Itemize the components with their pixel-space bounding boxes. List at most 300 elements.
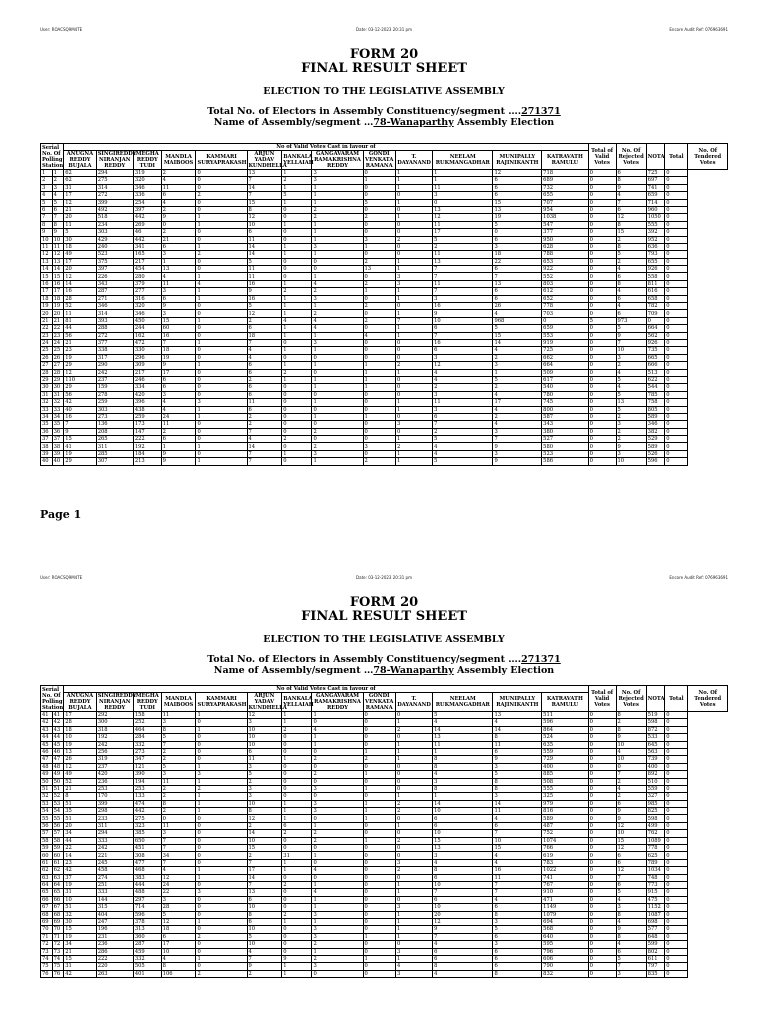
table-cell: 0	[363, 889, 395, 896]
table-cell: 475	[646, 896, 665, 903]
table-cell: 0	[665, 719, 688, 726]
table-cell: 0	[282, 748, 312, 755]
table-cell: 46	[133, 229, 161, 236]
table-cell: 1	[312, 347, 363, 354]
table-cell: 0	[312, 793, 363, 800]
table-cell: 0	[665, 413, 688, 420]
form-title: FORM 20	[349, 595, 419, 610]
table-cell: 316	[133, 295, 161, 302]
table-cell: 8	[616, 933, 646, 940]
table-cell: 1	[196, 874, 247, 881]
table-cell: 0	[282, 948, 312, 955]
table-cell: 11	[161, 280, 196, 287]
table-cell: 0	[363, 926, 395, 933]
table-cell: 11	[433, 251, 493, 258]
table-cell: 9	[616, 443, 646, 450]
table-cell: 48	[41, 763, 53, 770]
table-row	[41, 192, 728, 199]
table-cell: 1	[363, 815, 395, 822]
table-cell: 622	[646, 376, 665, 383]
table-cell: 4	[433, 369, 493, 376]
table-cell: 196	[96, 926, 133, 933]
table-cell: 454	[133, 266, 161, 273]
table-cell: 42	[52, 719, 64, 726]
table-cell: 0	[282, 778, 312, 785]
table-cell: 58	[41, 837, 53, 844]
table-cell: 2	[312, 310, 363, 317]
table-cell: 4	[161, 177, 196, 184]
table-cell: 62	[52, 867, 64, 874]
table-cell: 3	[312, 800, 363, 807]
table-cell: 0	[665, 399, 688, 406]
table-row	[41, 332, 728, 339]
table-cell: 234	[96, 221, 133, 228]
col-header-candidate: GANGAVARAM RAMAKRISHNA REDDY	[312, 693, 363, 712]
table-cell: 0	[282, 443, 312, 450]
table-cell: 559	[542, 748, 589, 755]
table-cell: 0	[282, 339, 312, 346]
table-cell: 3	[247, 785, 282, 792]
table-cell: 8	[433, 785, 493, 792]
table-cell: 15	[52, 273, 64, 280]
table-cell: 2	[616, 362, 646, 369]
table-cell: 41	[64, 443, 96, 450]
table-cell: 8	[616, 177, 646, 184]
table-cell: 314	[96, 184, 133, 191]
table-cell: 3	[493, 941, 542, 948]
table-cell: 0	[312, 763, 363, 770]
col-header-serial: Serial No. Of Polling Station	[42, 686, 64, 711]
table-cell: 2	[395, 236, 432, 243]
table-cell: 1	[395, 295, 432, 302]
table-cell: 1	[282, 450, 312, 457]
table-cell: 0	[363, 184, 395, 191]
table-cell: 0	[665, 354, 688, 361]
table-cell: 3	[196, 889, 247, 896]
table-cell: 194	[133, 778, 161, 785]
assembly-name: 78-Wanaparthy	[373, 665, 454, 676]
table-cell: 144	[96, 896, 133, 903]
table-cell: 1	[363, 288, 395, 295]
table-cell: 0	[433, 199, 493, 206]
table-cell: 555	[542, 785, 589, 792]
table-cell: 37	[41, 436, 53, 443]
electors-line: Total No. of Electors in Assembly Constituency/segment ….271371	[207, 654, 561, 665]
table-row	[41, 800, 728, 807]
table-cell: 1	[395, 955, 432, 962]
table-cell: 275	[133, 815, 161, 822]
table-cell: 13	[433, 734, 493, 741]
table-row	[41, 362, 728, 369]
table-cell: 51	[52, 785, 64, 792]
table-cell: 0	[588, 184, 616, 191]
table-row	[41, 184, 728, 191]
table-cell: 5	[493, 926, 542, 933]
table-row	[41, 904, 728, 911]
table-cell: 790	[542, 963, 589, 970]
table-cell: 0	[665, 310, 688, 317]
table-cell: 2	[161, 229, 196, 236]
table-cell: 2	[247, 376, 282, 383]
table-cell: 12	[433, 918, 493, 925]
table-cell: 0	[395, 734, 432, 741]
table-cell: 52	[64, 303, 96, 310]
table-cell: 16	[161, 332, 196, 339]
table-cell: 429	[96, 236, 133, 243]
table-cell: 0	[363, 778, 395, 785]
table-cell: 36	[52, 428, 64, 435]
table-cell: 10	[247, 926, 282, 933]
table-cell: 8	[433, 963, 493, 970]
table-cell: 121	[133, 763, 161, 770]
table-cell: 0	[196, 428, 247, 435]
table-cell: 7	[247, 177, 282, 184]
table-row	[41, 852, 728, 859]
table-cell: 18	[41, 295, 53, 302]
table-cell: 2	[363, 280, 395, 287]
table-cell: 6	[616, 310, 646, 317]
table-cell: 28	[41, 369, 53, 376]
table-cell: 0	[395, 347, 432, 354]
table-cell: 27	[52, 362, 64, 369]
table-cell: 40	[52, 458, 64, 465]
table-cell: 0	[395, 712, 432, 719]
table-cell: 0	[665, 867, 688, 874]
table-cell: 0	[665, 436, 688, 443]
col-header-candidate: MANDLA MAIBOOS	[161, 693, 196, 712]
table-cell: 0	[196, 391, 247, 398]
table-cell: 0	[665, 830, 688, 837]
table-cell: 1	[395, 926, 432, 933]
table-row	[41, 428, 728, 435]
table-cell: 0	[665, 450, 688, 457]
table-cell: 14	[64, 280, 96, 287]
table-cell: 3	[433, 295, 493, 302]
table-cell: 46	[52, 748, 64, 755]
table-cell: 213	[133, 458, 161, 465]
table-cell: 5	[247, 258, 282, 265]
table-cell: 2	[282, 911, 312, 918]
table-row	[41, 354, 728, 361]
table-cell: 7	[433, 889, 493, 896]
table-cell: 1	[395, 310, 432, 317]
table-cell: 56	[52, 822, 64, 829]
table-cell: 3	[312, 933, 363, 940]
table-cell: 6	[247, 362, 282, 369]
table-cell: 0	[588, 859, 616, 866]
table-cell: 1	[282, 303, 312, 310]
table-cell: 2	[161, 785, 196, 792]
table-cell: 0	[395, 785, 432, 792]
table-cell: 31	[64, 184, 96, 191]
table-cell: 68	[41, 911, 53, 918]
table-cell: 1	[312, 303, 363, 310]
table-cell: 3	[616, 904, 646, 911]
table-cell: 919	[542, 339, 589, 346]
table-cell: 698	[646, 918, 665, 925]
table-cell: 1	[312, 458, 363, 465]
table-cell: 1	[363, 837, 395, 844]
table-cell: 3	[41, 184, 53, 191]
table-cell: 42	[41, 719, 53, 726]
table-cell: 526	[646, 450, 665, 457]
table-row	[41, 734, 728, 741]
table-cell: 1	[282, 170, 312, 177]
table-cell: 24	[161, 881, 196, 888]
table-cell: 401	[133, 970, 161, 977]
table-cell: 73	[41, 948, 53, 955]
table-row	[41, 243, 728, 250]
table-cell: 0	[312, 719, 363, 726]
table-row	[41, 303, 728, 310]
table-cell: 568	[542, 926, 589, 933]
table-cell: 1149	[542, 904, 589, 911]
table-cell: 0	[665, 941, 688, 948]
table-cell: 20	[64, 822, 96, 829]
table-cell: 0	[395, 874, 432, 881]
table-cell: 32	[52, 399, 64, 406]
table-cell: 6	[433, 874, 493, 881]
table-row	[41, 948, 728, 955]
table-cell: 1	[395, 266, 432, 273]
table-cell: 38	[52, 443, 64, 450]
table-cell: 33	[41, 406, 53, 413]
table-cell: 0	[282, 896, 312, 903]
table-cell: 272	[96, 332, 133, 339]
table-cell: 11	[64, 221, 96, 228]
table-cell: 0	[363, 896, 395, 903]
table-cell: 864	[542, 726, 589, 733]
table-cell: 3	[493, 362, 542, 369]
table-cell: 44	[64, 837, 96, 844]
table-cell: 17	[247, 867, 282, 874]
table-cell: 0	[588, 748, 616, 755]
table-cell: 640	[542, 933, 589, 940]
table-cell: 872	[646, 726, 665, 733]
page-number: Page 1	[40, 508, 82, 521]
table-cell: 611	[646, 955, 665, 962]
table-cell: 13	[616, 399, 646, 406]
table-cell: 1	[282, 362, 312, 369]
table-cell: 346	[133, 184, 161, 191]
table-cell: 15	[616, 229, 646, 236]
table-cell: 17	[64, 192, 96, 199]
table-cell: 136	[96, 421, 133, 428]
table-row	[41, 406, 728, 413]
table-cell: 1	[395, 214, 432, 221]
table-cell: 796	[542, 948, 589, 955]
table-cell: 0	[588, 406, 616, 413]
table-cell: 0	[363, 911, 395, 918]
table-cell: 36	[41, 428, 53, 435]
table-row	[41, 399, 728, 406]
table-cell: 21	[64, 948, 96, 955]
table-cell: 1	[196, 800, 247, 807]
table-cell: 11	[161, 421, 196, 428]
table-cell: 24	[161, 413, 196, 420]
table-cell: 0	[395, 384, 432, 391]
table-cell: 0	[588, 970, 616, 977]
table-cell: 0	[588, 384, 616, 391]
table-cell: 44	[52, 734, 64, 741]
table-cell: 11	[161, 778, 196, 785]
table-cell: 7	[247, 859, 282, 866]
table-cell: 1	[395, 822, 432, 829]
electors-line: Total No. of Electors in Assembly Constituency/segment ….271371	[207, 106, 561, 117]
table-cell: 1	[282, 184, 312, 191]
col-header-candidate: SINGIREDDY NIRANJAN REDDY	[97, 151, 137, 169]
table-cell: 377	[542, 229, 589, 236]
table-cell: 333	[96, 837, 133, 844]
table-cell: 492	[96, 206, 133, 213]
table-cell: 7	[247, 881, 282, 888]
table-cell: 4	[161, 273, 196, 280]
table-cell: 1	[282, 199, 312, 206]
table-cell: 26	[41, 354, 53, 361]
table-cell: 1	[395, 458, 432, 465]
table-cell: 718	[542, 170, 589, 177]
table-cell: 1	[395, 748, 432, 755]
table-cell: 5	[161, 763, 196, 770]
table-cell: 263	[96, 970, 133, 977]
table-cell: 43	[41, 726, 53, 733]
table-cell: 217	[133, 258, 161, 265]
table-cell: 0	[665, 904, 688, 911]
table-cell: 0	[588, 955, 616, 962]
table-cell: 0	[312, 258, 363, 265]
table-cell: 0	[588, 741, 616, 748]
table-cell: 0	[282, 458, 312, 465]
table-cell: 741	[646, 184, 665, 191]
table-row	[41, 712, 728, 719]
table-cell: 1	[282, 756, 312, 763]
table-cell: 1	[196, 808, 247, 815]
table-cell: 278	[96, 391, 133, 398]
table-cell: 0	[588, 734, 616, 741]
table-cell: 4	[493, 347, 542, 354]
table-cell: 4	[493, 310, 542, 317]
table-cell: 0	[646, 317, 665, 324]
table-cell: 245	[96, 859, 133, 866]
table-cell: 0	[588, 192, 616, 199]
table-cell: 3	[312, 339, 363, 346]
table-cell: 3	[433, 852, 493, 859]
table-cell: 18	[161, 926, 196, 933]
col-header: Total of Valid Votes	[588, 144, 616, 170]
table-cell: 12	[247, 214, 282, 221]
electors-value: 271371	[521, 106, 561, 117]
table-row	[41, 214, 728, 221]
table-cell: 19	[64, 450, 96, 457]
table-cell: 442	[133, 236, 161, 243]
table-cell: 0	[588, 288, 616, 295]
table-cell: 0	[363, 852, 395, 859]
table-cell: 1	[196, 406, 247, 413]
table-cell: 70	[52, 926, 64, 933]
table-cell: 19	[64, 741, 96, 748]
header-user: User: ROACSQ9M4TE	[40, 575, 83, 580]
table-cell: 6	[493, 904, 542, 911]
table-cell: 5	[433, 236, 493, 243]
table-cell: 689	[542, 177, 589, 184]
table-cell: 4	[493, 859, 542, 866]
table-cell: 979	[542, 800, 589, 807]
table-cell: 10	[247, 800, 282, 807]
table-cell: 6	[493, 963, 542, 970]
table-cell: 664	[542, 362, 589, 369]
col-header-candidate: KAMMARI SURYAPRAKASH	[196, 151, 247, 170]
table-cell: 1	[196, 458, 247, 465]
table-cell: 0	[665, 280, 688, 287]
table-cell: 4	[616, 303, 646, 310]
table-cell: 788	[542, 251, 589, 258]
table-cell: 8	[161, 963, 196, 970]
table-cell: 54	[41, 808, 53, 815]
table-cell: 0	[363, 881, 395, 888]
table-cell: 9	[161, 214, 196, 221]
table-cell: 226	[96, 273, 133, 280]
assembly-name-line: Name of Assembly/segment …78-Wanaparthy Assembly Election	[213, 665, 555, 676]
table-cell: 8	[64, 793, 96, 800]
table-cell: 0	[196, 258, 247, 265]
table-cell: 1	[282, 221, 312, 228]
table-cell: 49	[52, 771, 64, 778]
table-cell: 12	[247, 815, 282, 822]
table-cell: 8	[433, 756, 493, 763]
table-cell: 237	[96, 376, 133, 383]
table-cell: 10	[52, 236, 64, 243]
table-cell: 11	[41, 243, 53, 250]
table-cell: 1	[196, 763, 247, 770]
table-cell: 300	[96, 719, 133, 726]
table-row	[41, 458, 728, 465]
table-cell: 2	[312, 955, 363, 962]
table-cell: 0	[282, 933, 312, 940]
table-cell: 2	[282, 881, 312, 888]
table-cell: 3	[616, 354, 646, 361]
table-cell: 0	[282, 734, 312, 741]
table-cell: 7	[161, 845, 196, 852]
table-row	[41, 310, 728, 317]
table-cell: 4	[433, 443, 493, 450]
table-cell: 636	[646, 243, 665, 250]
table-cell: 589	[646, 443, 665, 450]
table-cell: 19	[64, 354, 96, 361]
table-cell: 15	[64, 955, 96, 962]
col-header-candidate: KAMMARI SURYAPRAKASH	[196, 693, 247, 712]
table-cell: 375	[96, 258, 133, 265]
table-cell: 3	[312, 963, 363, 970]
table-cell: 21	[161, 236, 196, 243]
table-cell: 3	[247, 719, 282, 726]
table-cell: 2	[616, 258, 646, 265]
table-cell: 170	[96, 793, 133, 800]
table-cell: 950	[542, 236, 589, 243]
table-cell: 0	[665, 199, 688, 206]
table-cell: 332	[133, 955, 161, 962]
table-cell: 346	[646, 421, 665, 428]
table-cell: 4	[363, 332, 395, 339]
table-cell: 11	[247, 756, 282, 763]
table-cell: 477	[133, 859, 161, 866]
table-cell: 1	[395, 889, 432, 896]
table-cell: 4	[247, 354, 282, 361]
table-cell: 0	[588, 332, 616, 339]
table-cell: 15	[161, 317, 196, 324]
table-cell: 16	[247, 295, 282, 302]
table-row	[41, 206, 728, 213]
table-cell: 442	[133, 214, 161, 221]
